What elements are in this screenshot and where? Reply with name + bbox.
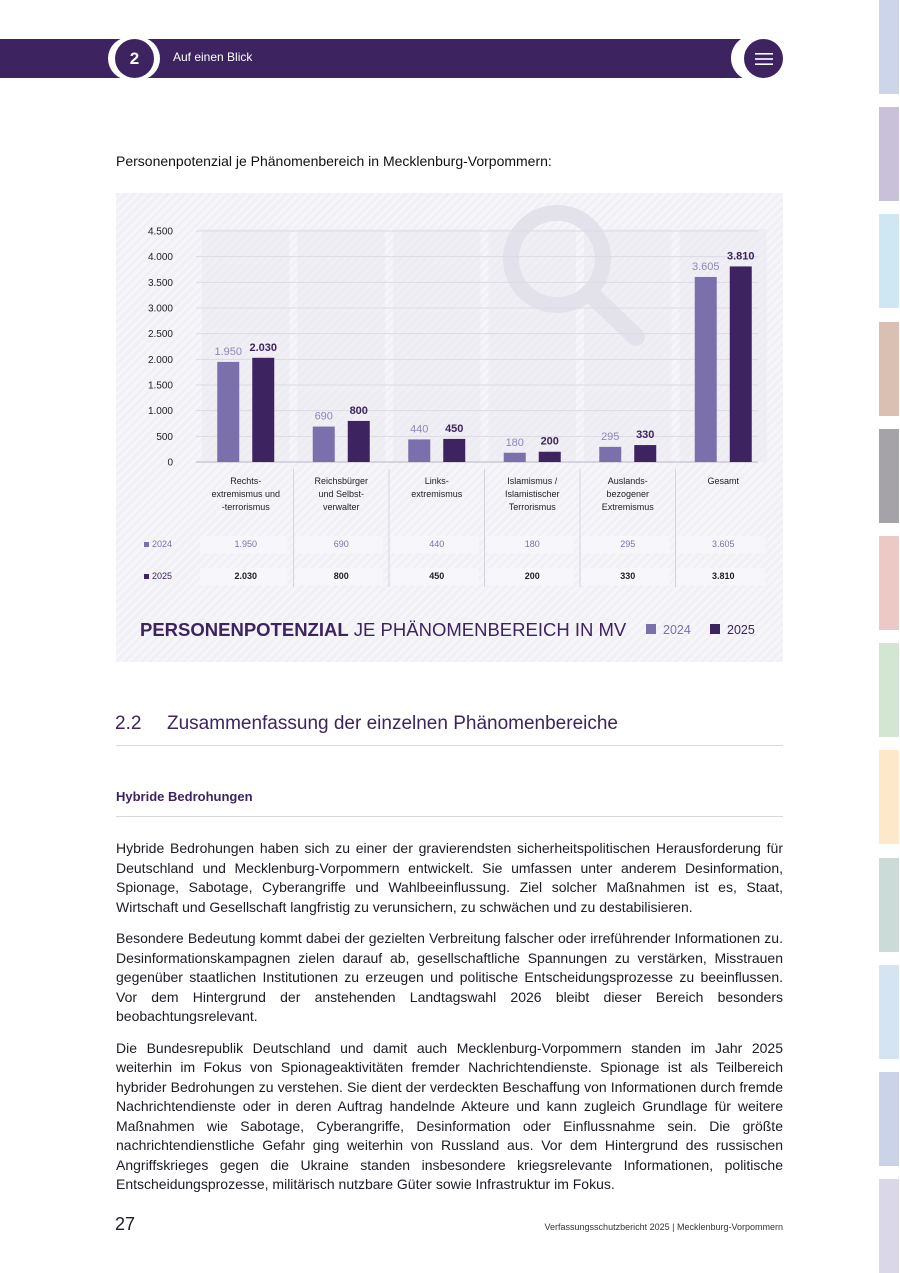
table-cell-value: 200 [524,571,540,581]
bar-value-label: 450 [445,422,464,435]
paragraph: Hybride Bedrohungen haben sich zu einer der gravierendsten sicherheitspolitischen Herausforderung für Deutschland und Mecklenburg-Vorpommern entwickelt. Sie umfassen unter anderem Desinformation, Spionage, Sabotage, Cyberangriffe und Wahlbeeinflussung. Ziel solcher Maßnahmen ist es, Staat, Wirtschaft und Gesellschaft langfristig zu verunsichern, zu schwächen und zu destabilisieren. [116,840,783,915]
subheading: Hybride Bedrohungen [116,789,253,804]
bar-value-label: 800 [349,404,368,417]
menu-button[interactable] [744,39,783,78]
column-band [298,229,386,462]
y-tick-label: 3.500 [147,277,173,289]
paragraph: Die Bundesrepublik Deutschland und damit auch Mecklenburg-Vorpommern standen im Jahr 2025 weiterhin im Fokus von Spionageaktivitäten fremder Nachrichtendienste. Spionage ist als Teilbereich hybrider Bedrohungen zu verstehen. Sie dient der verdeckten Beschaffung von Informationen durch fremde Nachrichtendienste oder in deren Auftrag handelnde Akteure und kann zugleich Grundlage für weitere Maßnahmen wie Sabotage, Cyberangriffe, Desinformation oder Einflussnahme sein. Die größte nachrichtendienstliche Gefahr ging weiterhin von Russland aus. Vor dem Hintergrund des russischen Angriffskrieges gegen die Ukraine standen insbesondere kriegsrelevante Informationen, politische Entscheidungsprozesse, militärisch nutzbare Güter sowie Infrastruktur im Fokus. [116,1039,783,1192]
column-band [393,229,481,462]
bar-2024 [695,277,717,462]
chart-title-bold: PERSONENPOTENZIAL [140,619,349,640]
table-cell-value: 330 [620,571,636,581]
page-number: 27 [115,1214,136,1234]
hamburger-menu-icon [755,52,773,66]
chapter-tab[interactable] [879,858,899,952]
table-cell-value: 440 [429,539,445,549]
bar-2025 [443,439,465,462]
legend-label: 2024 [663,623,691,637]
subheading-divider [116,816,783,817]
bar-value-label: 2.030 [249,341,278,354]
bar-2025 [730,266,752,462]
table-cell-value: 295 [620,539,636,549]
bar-value-label: 200 [540,435,559,448]
category-label: extremismus und [211,489,281,499]
bar-chart [116,193,783,662]
bar-2025 [634,445,656,462]
table-cell-value: 2.030 [234,571,258,581]
chapter-tab[interactable] [879,536,899,630]
category-label: Terrorismus [508,502,556,512]
table-cell-value: 3.810 [711,571,735,581]
category-label: Auslands- [607,476,648,486]
y-tick-label: 4.500 [147,226,173,238]
table-legend-swatch [144,542,149,547]
table-legend-swatch [144,574,149,579]
y-tick-label: 2.000 [147,354,173,366]
bar-2025 [348,421,370,462]
category-label: Reichsbürger [314,476,369,486]
table-cell-value: 450 [429,571,445,581]
footer-text: Verfassungsschutzbericht 2025 | Mecklenburg-Vorpommern [544,1222,783,1232]
bar-value-label: 690 [314,410,333,423]
y-tick-label: 3.000 [147,303,173,315]
chapter-tab[interactable] [879,214,899,308]
section-number: 2.2 [115,713,142,734]
chapter-number: 2 [115,39,154,78]
category-label: bezogener [606,489,650,499]
category-label: verwalter [322,502,360,512]
category-label: Islamismus / [507,476,558,486]
table-cell-value: 800 [333,571,349,581]
chart-panel [116,193,783,662]
category-label: Rechts- [230,476,262,486]
bar-value-label: 180 [505,436,524,449]
chapter-tab[interactable] [879,750,899,844]
bar-value-label: 330 [636,429,655,442]
category-label: extremismus [411,489,463,499]
category-label: -terrorismus [221,502,270,512]
table-row-label: 2024 [152,539,173,549]
column-band [489,229,577,462]
chapter-tab[interactable] [879,1179,899,1273]
bar-2024 [599,447,621,462]
chapter-tab[interactable] [879,429,899,523]
y-tick-label: 1.500 [147,380,173,392]
bar-value-label: 440 [410,423,429,436]
table-row-label: 2025 [152,571,173,581]
body-text [116,839,783,1207]
bar-2024 [313,427,335,462]
chapter-tab[interactable] [879,1072,899,1166]
table-cell-value: 3.605 [711,539,735,549]
legend-label: 2025 [727,623,755,637]
chapter-tab[interactable] [879,965,899,1059]
chapter-tab[interactable] [879,643,899,737]
legend-swatch-2025 [710,624,720,634]
y-tick-label: 4.000 [147,252,173,264]
bar-2024 [408,439,430,462]
bar-value-label: 1.950 [214,345,243,358]
category-label: Links- [424,476,449,486]
bar-2025 [539,452,561,462]
category-label: und Selbst- [318,489,365,499]
chapter-tab-strip[interactable] [879,0,899,1272]
bar-2025 [252,358,274,462]
section-divider [116,745,783,746]
chapter-tab[interactable] [879,107,899,201]
legend-swatch-2024 [646,624,656,634]
table-cell-value: 690 [333,539,349,549]
chapter-tab[interactable] [879,0,899,94]
y-tick-label: 0 [167,457,173,469]
table-cell-value: 180 [524,539,540,549]
bar-2024 [217,362,239,462]
paragraph: Besondere Bedeutung kommt dabei der gezielten Verbreitung falscher oder irreführender Informationen zu. Desinformationskampagnen zielen darauf ab, gesellschaftliche Spannungen zu verstärken, Misstrauen gegenüber staatlichen Institutionen zu erzeugen und politische Entscheidungsprozesse zu beeinflussen. Vor dem Hintergrund der anstehenden Landtagswahl 2026 bleibt dieser Bereich besonders beobachtungsrelevant. [116,930,783,1024]
bar-2024 [504,453,526,462]
category-label: Islamistischer [504,489,560,499]
table-cell-value: 1.950 [234,539,258,549]
category-label: Gesamt [707,476,740,486]
bar-value-label: 295 [601,430,620,443]
y-tick-label: 2.500 [147,329,173,341]
chart-heading: Personenpotenzial je Phänomenbereich in Mecklenburg-Vorpommern: [116,153,552,169]
chapter-tab[interactable] [879,322,899,416]
header-section-label[interactable]: Auf einen Blick [173,50,253,64]
section-title: Zusammenfassung der einzelnen Phänomenbereiche [167,713,618,734]
chart-title-rest: JE PHÄNOMENBEREICH IN MV [348,619,627,640]
y-tick-label: 500 [156,431,173,443]
bar-value-label: 3.810 [726,250,755,263]
bar-value-label: 3.605 [691,260,720,273]
category-label: Extremismus [601,502,654,512]
chart-title [140,619,627,640]
y-tick-label: 1.000 [147,406,173,418]
